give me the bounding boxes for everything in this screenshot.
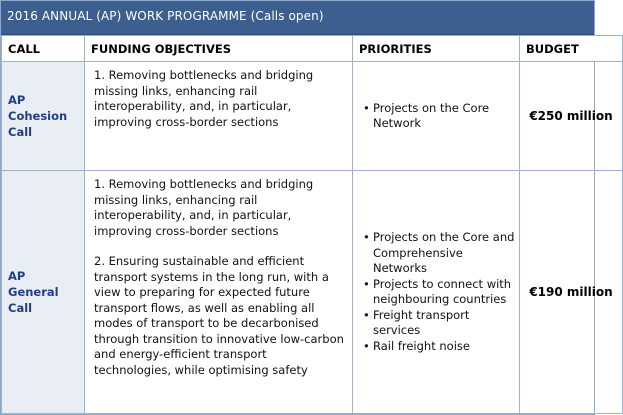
call-name-line: AP [8, 93, 26, 107]
header-budget: BUDGET [520, 36, 623, 62]
priorities-cell [353, 171, 520, 414]
call-name-line: Call [8, 301, 33, 315]
objective-text: 2. Ensuring sustainable and efficient transport systems in the long run, with a view to preparing for expected future transport flows, as well as enabling all modes of transport to be decarbonised through transition to innovative low-carbon and energy-efficient transport technologies, while optimising safety [94, 254, 344, 377]
header-funding-objectives: FUNDING OBJECTIVES [85, 36, 353, 62]
header-call: CALL [2, 36, 85, 62]
call-name-line: General [8, 285, 59, 299]
priority-item: • Projects on the Core and Comprehensive Networks [361, 230, 519, 277]
call-name-line: AP [8, 269, 26, 283]
table-title: 2016 ANNUAL (AP) WORK PROGRAMME (Calls open) [7, 9, 324, 23]
priorities-list [361, 101, 519, 132]
call-name-line: Call [8, 125, 33, 139]
objective-text: 1. Removing bottlenecks and bridging missing links, enhancing rail interoperability, and, in particular, improving cross-border sections [94, 68, 314, 129]
funding-objectives-cell [85, 62, 353, 171]
priority-item: • Projects to connect with neighbouring countries [361, 277, 519, 308]
budget-cell: €250 million [520, 62, 623, 171]
call-cell [2, 62, 85, 171]
table-row-cohesion-call [2, 62, 623, 171]
table-row-general-call [2, 171, 623, 414]
priority-item: • Projects on the Core Network [361, 101, 519, 132]
call-name-line: Cohesion [8, 109, 68, 123]
budget-cell: €190 million [520, 171, 623, 414]
priority-item: • Freight transport services [361, 308, 519, 339]
priority-item: • Rail freight noise [361, 339, 519, 355]
work-programme-table [1, 35, 623, 414]
funding-objectives-cell [85, 171, 353, 414]
table-title-bar [1, 1, 594, 35]
call-cell [2, 171, 85, 414]
header-row [2, 36, 623, 62]
header-priorities: PRIORITIES [353, 36, 520, 62]
priorities-cell [353, 62, 520, 171]
objective-text: 1. Removing bottlenecks and bridging missing links, enhancing rail interoperability, and, in particular, improving cross-border sections [94, 177, 314, 238]
priorities-list [361, 230, 519, 354]
